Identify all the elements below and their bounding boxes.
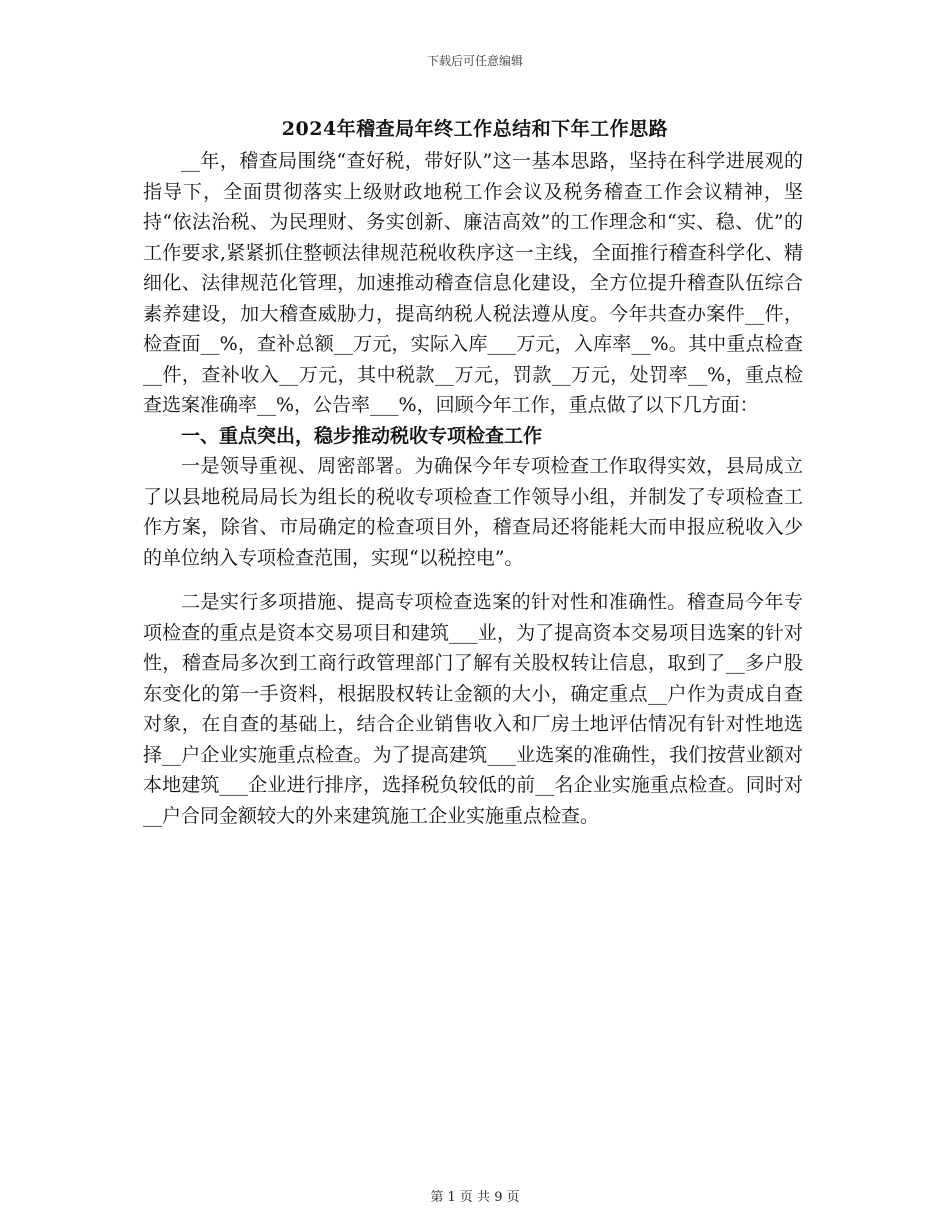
- paragraph-2: 二是实行多项措施、提高专项检查选案的针对性和准确性。稽查局今年专项检查的重点是资本交易项目和建筑___业，为了提高资本交易项目选案的针对性，稽查局多次到工商行政管理部门了解有关股权转让信息，取到了__多户股东变化的第一手资料，根据股权转让金额的大小，确定重点__户作为责成自查对象，在自查的基础上，结合企业销售收入和厂房土地评估情况有针对性地选择__户企业实施重点检查。为了提高建筑___业选案的准确性，我们按营业额对本地建筑___企业进行排序，选择税负较低的前__名企业实施重点检查。同时对__户合同金额较大的外来建筑施工企业实施重点检查。: [143, 591, 803, 827]
- document-body: [143, 146, 803, 831]
- document-title: 2024年稽查局年终工作总结和下年工作思路: [281, 118, 669, 140]
- page-number: 第 1 页 共 9 页: [430, 1190, 520, 1205]
- intro-paragraph: __年，稽查局围绕“查好税，带好队”这一基本思路，坚持在科学进展观的指导下，全面贯彻落实上级财政地税工作会议及税务稽查工作会议精神，坚持“依法治税、为民理财、务实创新、廉洁高效”的工作理念和“实、稳、优”的工作要求,紧紧抓住整顿法律规范税收秩序这一主线，全面推行稽查科学化、精细化、法律规范化管理，加速推动稽查信息化建设，全方位提升稽查队伍综合素养建设，加大稽查威胁力，提高纳税人税法遵从度。今年共查办案件__件，检查面__%，查补总额__万元，实际入库___万元，入库率__%。其中重点检查__件，查补收入__万元，其中税款__万元，罚款__万元，处罚率__%，重点检查选案准确率__%，公告率___%，回顾今年工作，重点做了以下几方面：: [143, 150, 803, 416]
- section-heading-1: 一、重点突出，稳步推动税收专项检查工作: [181, 424, 543, 447]
- download-note: 下载后可任意编辑: [426, 54, 523, 68]
- paragraph-1: 一是领导重视、周密部署。为确保今年专项检查工作取得实效，县局成立了以县地税局局长为组长的税收专项检查工作领导小组，并制发了专项检查工作方案，除省、市局确定的检查项目外，稽查局还将能耗大而申报应税收入少的单位纳入专项检查范围，实现“以税控电”。: [143, 455, 803, 569]
